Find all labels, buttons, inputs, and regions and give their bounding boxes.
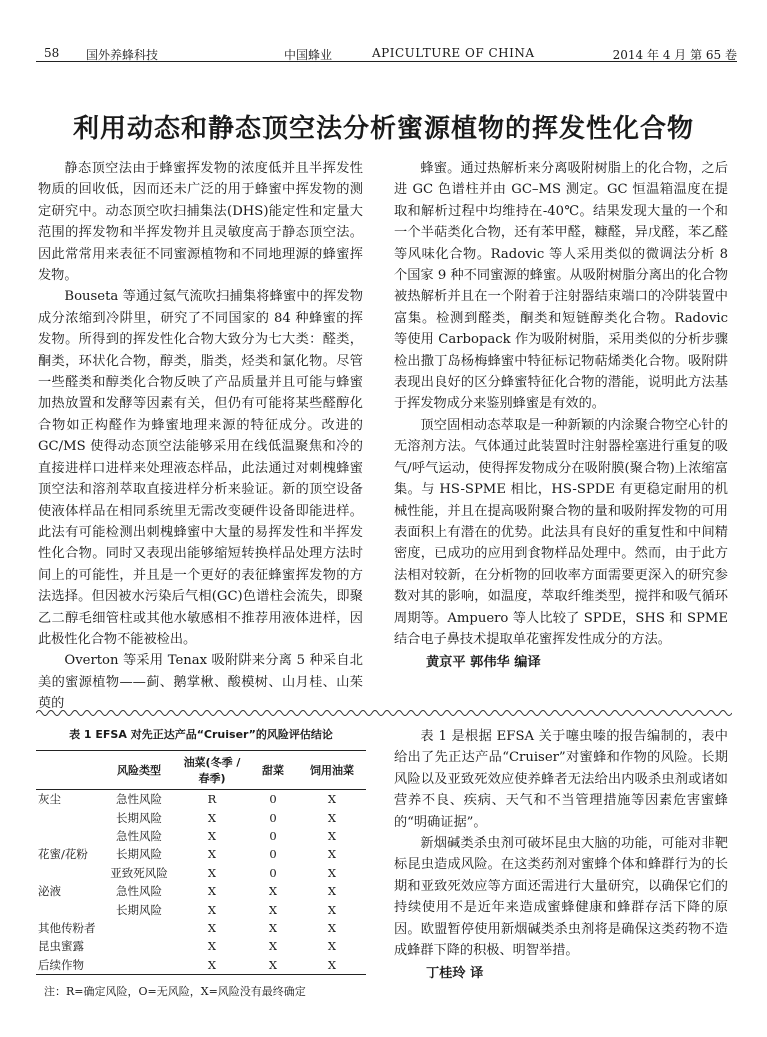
table-cell: X [327,847,337,862]
table-row [36,790,366,809]
table-cell: 灰尘 [38,792,61,807]
table-cell: 长期风险 [116,847,162,862]
table-cell: 花蜜/花粉 [38,847,88,862]
table-cell: X [207,957,217,972]
table-cell: X [268,957,278,972]
risk-table-block [36,726,366,999]
paragraph: 顶空固相动态萃取是一种新颖的内涂聚合物空心针的无溶剂方法。气体通过此装置时注射器栓塞进行重复的吸气/呼气运动，使得挥发物成分在吸附膜(聚合物)上浓缩富集。与 HS-SPME 相比，HS-SPDE 有更稳定耐用的机械性能，并且在提高吸附聚合物的量和吸附挥发物的可用表面积上有潜在的优势。此法具有良好的重复性和中间精密度，已成功的应用到食物样品处理中。然而，由于此方法相对较新，在分析物的回收率方面需要更深入的研究参数对其的影响，如温度，萃取纤维类型，搅拌和吸气循环周期等。Ampuero 等人比较了 SPDE，SHS 和 SPME 结合电子鼻技术提取单花蜜挥发性成分的方法。 [394,417,728,647]
table-row [36,827,366,845]
table-cell: 后续作物 [38,957,84,972]
table-caption: 表 1 EFSA 对先正达产品“Cruiser”的风险评估结论 [69,728,333,741]
table-cell: X [327,957,337,972]
table-row [36,919,366,937]
section-name: 国外养蜂科技 [86,48,159,62]
running-header [36,40,737,62]
table-row [36,882,366,900]
table-cell: 0 [269,792,277,807]
table-row [36,937,366,955]
table-cell [102,956,176,975]
header-rule [36,61,737,62]
table-cell: X [327,810,337,825]
table-cell: 其他传粉者 [38,920,96,935]
table-cell [36,827,102,845]
table-header-row [36,751,366,790]
journal-name-cn: 中国蜂业 [284,48,333,62]
table-cell: X [207,828,217,843]
table-cell: 急性风险 [116,792,162,807]
table-row [36,956,366,975]
table-row [36,845,366,863]
translator-credit: 丁桂玲 译 [426,966,484,982]
table-cell [36,808,102,826]
table-cell: X [268,920,278,935]
paragraph: Bouseta 等通过氦气流吹扫捕集将蜂蜜中的挥发物成分浓缩到冷阱里，研究了不同国家的 84 种蜂蜜的挥发物。所得到的挥发性化合物大致分为七大类：醛类，酮类，环状化合物，醇类，脂类，烃类和氯化物。尽管一些醛类和醇类化合物反映了产品质量并且可能与蜂蜜加热放置和发酵等因素有关，但仍有可能将某些醛醇化合物如正构醛作为蜂蜜地理来源的特征成分。改进的 GC/MS 使得动态顶空法能够采用在线低温聚焦和冷的直接进样口进样来处理液态样品，此法通过对刺槐蜂蜜顶空法和溶剂萃取直接进样分析来验证。新的顶空设备使液体样品在相同系统里无需改变硬件设备即能进样。此法有可能检测出刺槐蜂蜜中大量的易挥发性和半挥发性化合物。同时又表现出能够缩短转换样品处理方法时间上的可能性，并且是一个更好的表征蜂蜜挥发物的方法选择。但因被水污染后气相(GC)色谱柱会流失，即聚乙二醇毛细管柱或其他水敏感相不推荐用液体进样，因此极性化合物不能被检出。 [38,289,363,647]
table-cell: 长期风险 [116,902,162,917]
right-column-lower [394,726,728,985]
table-header-cell: 油菜(冬季 / 春季) [183,756,241,785]
table-cell: 亚致死风险 [110,865,168,880]
table-cell [36,864,102,882]
paragraph: 新烟碱类杀虫剂可破坏昆虫大脑的功能，可能对非靶标昆虫造成风险。在这类药剂对蜜蜂个体和蜂群行为的长期和亚致死效应等方面还需进行大量研究，以确保它们的持续使用不是近年来造成蜜蜂健康和蜂群存活下降的原因。欧盟暂停使用新烟碱类杀虫剂将是确保这类药物不造成蜂群下降的积极、明智举措。 [394,836,728,959]
page-number: 58 [44,46,60,60]
table-cell: 长期风险 [116,810,162,825]
table-cell: 0 [269,828,277,843]
section-divider [36,706,732,720]
table-cell: X [207,939,217,954]
table-cell: X [207,920,217,935]
left-column [38,158,363,715]
table-header-cell: 甜菜 [262,764,284,777]
table-header-cell [36,751,102,790]
table-cell: X [327,865,337,880]
paragraph: 蜂蜜。通过热解析来分离吸附树脂上的化合物，之后进 GC 色谱柱并由 GC–MS 测定。GC 恒温箱温度在提取和解析过程中均维持在-40℃。结果发现大量的一个和一个半萜类化合物，还有苯甲醛，糠醛，异戊醛，苯乙醛等风味化合物。Radovic 等人采用类似的微调法分析 8 个国家 9 种不同蜜源的蜂蜜。从吸附树脂分离出的化合物被热解析并且在一个附着于注射器结束端口的冷阱装置中富集。检测到醛类，酮类和短链醇类化合物。Radovic 等使用 Carbopack 作为吸附树脂，采用类似的分析步骤检出撒丁岛杨梅蜂蜜中特征标记物萜烯类化合物。吸附阱表现出良好的区分蜂蜜特征化合物的潜能，说明此方法基于挥发物成分来鉴别蜂蜜是有效的。 [394,161,728,412]
table-note: 注：R=确定风险，O=无风险，X=风险没有最终确定 [44,984,306,998]
table-cell [102,919,176,937]
table-cell: 昆虫蜜露 [38,939,84,954]
table-cell [102,937,176,955]
paragraph: Overton 等采用 Tenax 吸附阱来分离 5 种采自北美的蜜源植物——蓟、鹅掌楸、酸模树、山月桂、山茱萸的 [38,653,363,712]
table-cell: X [327,920,337,935]
table-row [36,900,366,918]
issue-info: 2014 年 4 月 第 65 卷 [612,48,737,62]
table-cell: 0 [269,810,277,825]
article-title: 利用动态和静态顶空法分析蜜源植物的挥发性化合物 [72,114,694,144]
table-cell: X [327,792,337,807]
table-cell: X [327,884,337,899]
table-cell: X [268,884,278,899]
table-cell: X [207,847,217,862]
table-cell: 泌液 [38,884,61,899]
table-cell: X [268,902,278,917]
table-cell: X [207,902,217,917]
table-cell: X [327,902,337,917]
table-cell: 0 [269,847,277,862]
table-cell: 急性风险 [116,884,162,899]
table-cell: X [268,939,278,954]
right-column [394,158,728,674]
table-cell: R [207,792,217,807]
table-cell: X [327,828,337,843]
paragraph: 静态顶空法由于蜂蜜挥发物的浓度低并且半挥发性物质的回收低，因而还未广泛的用于蜂蜜中挥发物的测定研究中。动态顶空吹扫捕集法(DHS)能定性和定量大范围的挥发物和半挥发物并且灵敏度高于静态顶空法。因此常常用来表征不同蜜源植物和不同地理源的蜂蜜挥发物。 [38,161,363,284]
table-header-cell: 饲用油菜 [310,764,354,777]
journal-name-en: APICULTURE OF CHINA [372,46,535,60]
risk-table [36,750,366,975]
table-row [36,864,366,882]
table-cell: 急性风险 [116,828,162,843]
table-cell [36,900,102,918]
table-cell: X [207,865,217,880]
table-cell: X [207,884,217,899]
translator-credit: 黄京平 郭伟华 编译 [426,655,541,671]
table-cell: X [207,810,217,825]
table-header-cell: 风险类型 [117,764,161,777]
table-cell: X [327,939,337,954]
table-row [36,808,366,826]
paragraph: 表 1 是根据 EFSA 关于噻虫嗪的报告编制的，表中给出了先正达产品“Cruiser”对蜜蜂和作物的风险。长期风险以及亚致死效应使养蜂者无法给出内吸杀虫剂或诸如营养不良、疾病、天气和不当管理措施等因素危害蜜蜂的“明确证据”。 [394,729,728,830]
table-cell: 0 [269,865,277,880]
